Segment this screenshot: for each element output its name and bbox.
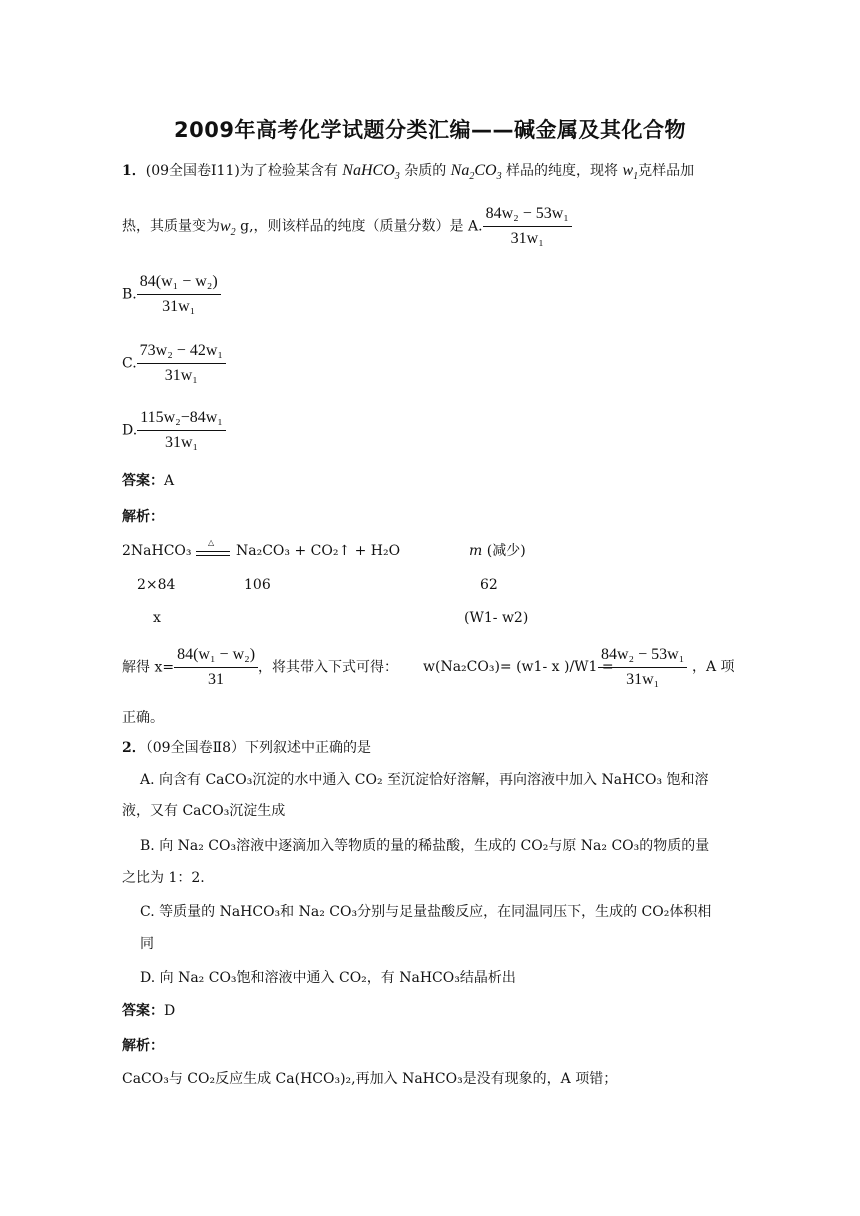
q1-var-x: x bbox=[153, 610, 161, 626]
q1-analysis-label: 解析： bbox=[122, 509, 164, 525]
q1-formula-nahco3: NaHCO$_3$ bbox=[342, 162, 400, 183]
q2-answer bbox=[122, 1001, 175, 1021]
q1-stem-text: g,，则该样品的纯度（质量分数）是 bbox=[240, 218, 464, 235]
q1-solve-conclusion: 正确。 bbox=[122, 710, 164, 726]
q1-eq-right: Na₂CO₃ + CO₂↑ + H₂O bbox=[236, 543, 401, 559]
q1-option-d-label: D. bbox=[122, 422, 138, 439]
q2-analysis-text: CaCO₃与 CO₂反应生成 Ca(HCO₃)₂,再加入 NaHCO₃是没有现象的，A 项错； bbox=[122, 1071, 618, 1087]
q2-option-a-line1: A. 向含有 CaCO₃沉淀的水中通入 CO₂ 至沉淀恰好溶解，再向溶液中加入 NaHCO₃ 饱和溶 bbox=[140, 772, 709, 788]
q1-stem-text: 杂质的 bbox=[404, 163, 447, 179]
q1-ratio-2x84: 2×84 bbox=[137, 577, 176, 593]
q2-number: 2． bbox=[122, 740, 146, 756]
q1-stem-line2 bbox=[122, 204, 572, 249]
q2-option-a-line2: 液，又有 CaCO₃沉淀生成 bbox=[122, 803, 286, 819]
q2-answer-value: D bbox=[164, 1003, 176, 1019]
q2-option-b-line2: 之比为 1：2. bbox=[122, 870, 205, 886]
q1-answer-value: A bbox=[164, 473, 175, 489]
q2-option-c-line1: C. 等质量的 NaHCO₃和 Na₂ CO₃分别与足量盐酸反应，在同温同压下，生成的 CO₂体积相 bbox=[140, 904, 712, 920]
q2-analysis-label: 解析： bbox=[122, 1038, 164, 1054]
q1-var-w2: $w_2$ bbox=[220, 217, 236, 238]
q1-var-w1: $w_1$ bbox=[622, 162, 639, 183]
q2-source: （09全国卷Ⅱ8）下列叙述中正确的是 bbox=[145, 740, 371, 756]
q1-ratio-62: 62 bbox=[480, 577, 498, 593]
q1-option-b bbox=[122, 272, 221, 317]
q2-option-b-line1: B. 向 Na₂ CO₃溶液中逐滴加入等物质的量的稀盐酸，生成的 CO₂与原 Na₂ CO₃的物质的量 bbox=[140, 838, 710, 854]
q1-number: 1． bbox=[122, 163, 146, 179]
q1-stem-text: 样品的纯度，现将 bbox=[506, 163, 619, 179]
q1-option-a-label: A. bbox=[468, 218, 483, 235]
q1-source: (09全国卷Ⅰ11) bbox=[145, 163, 240, 179]
q1-stem-text: 为了检验某含有 bbox=[239, 163, 338, 179]
q1-option-a-fraction: $\frac{\text{84w₂ − 53w₁}}{\text{31w₁}}$ bbox=[483, 204, 572, 249]
q1-formula-na2co3: $Na_2CO_3$ bbox=[450, 162, 502, 183]
heat-equals-sign: △ bbox=[196, 546, 230, 560]
q1-purity-expression: w(Na₂CO₃)= (w1- x )/W1 = bbox=[423, 659, 614, 675]
q2-answer-label: 答案： bbox=[122, 1003, 164, 1019]
q1-option-d bbox=[122, 408, 226, 453]
q2-stem bbox=[122, 738, 371, 758]
q1-eq-left: 2NaHCO₃ bbox=[122, 543, 192, 559]
q1-ratio-106: 106 bbox=[244, 577, 271, 593]
q1-answer-label: 答案： bbox=[122, 473, 164, 489]
q1-option-c-label: C. bbox=[122, 355, 137, 372]
q1-stem-text: 克样品加 bbox=[638, 163, 695, 179]
q1-stem-text: 热，其质量变为 bbox=[122, 218, 220, 235]
q1-answer bbox=[122, 471, 174, 491]
q1-purity-fraction: $\frac{\text{84w₂ − 53w₁}}{\text{31w₁}}$ bbox=[598, 645, 687, 690]
q1-solve-fraction-x: $\frac{\text{84(w₁ − w₂)}}{31}$ bbox=[174, 645, 258, 690]
q1-option-c bbox=[122, 341, 226, 386]
q1-solve-line: 解得 x= $\frac{\text{84(w₁ − w₂)}}{31}$ ，将其带入下式可得： bbox=[122, 646, 399, 688]
q1-option-b-label: B. bbox=[122, 286, 137, 303]
q1-solve-tail: ，A 项 bbox=[692, 659, 735, 675]
q1-stem-line1 bbox=[122, 161, 694, 187]
q1-mass-diff: (W1- w2) bbox=[464, 610, 529, 626]
q1-option-b-fraction: $\frac{\text{84(w₁ − w₂)}}{\text{31w₁}}$ bbox=[137, 272, 221, 317]
q2-option-c-line2: 同 bbox=[140, 936, 154, 952]
q1-option-c-fraction: $\frac{\text{73w₂ − 42w₁}}{\text{31w₁}}$ bbox=[137, 341, 226, 386]
page-title: 2009年高考化学试题分类汇编——碱金属及其化合物 bbox=[174, 118, 686, 142]
q1-option-d-fraction: $\frac{\text{115w₂−84w₁}}{\text{31w₁}}$ bbox=[137, 408, 226, 453]
q1-eq-mass-change: m (减少) bbox=[469, 543, 526, 559]
q2-option-d: D. 向 Na₂ CO₃饱和溶液中通入 CO₂，有 NaHCO₃结晶析出 bbox=[140, 970, 516, 986]
